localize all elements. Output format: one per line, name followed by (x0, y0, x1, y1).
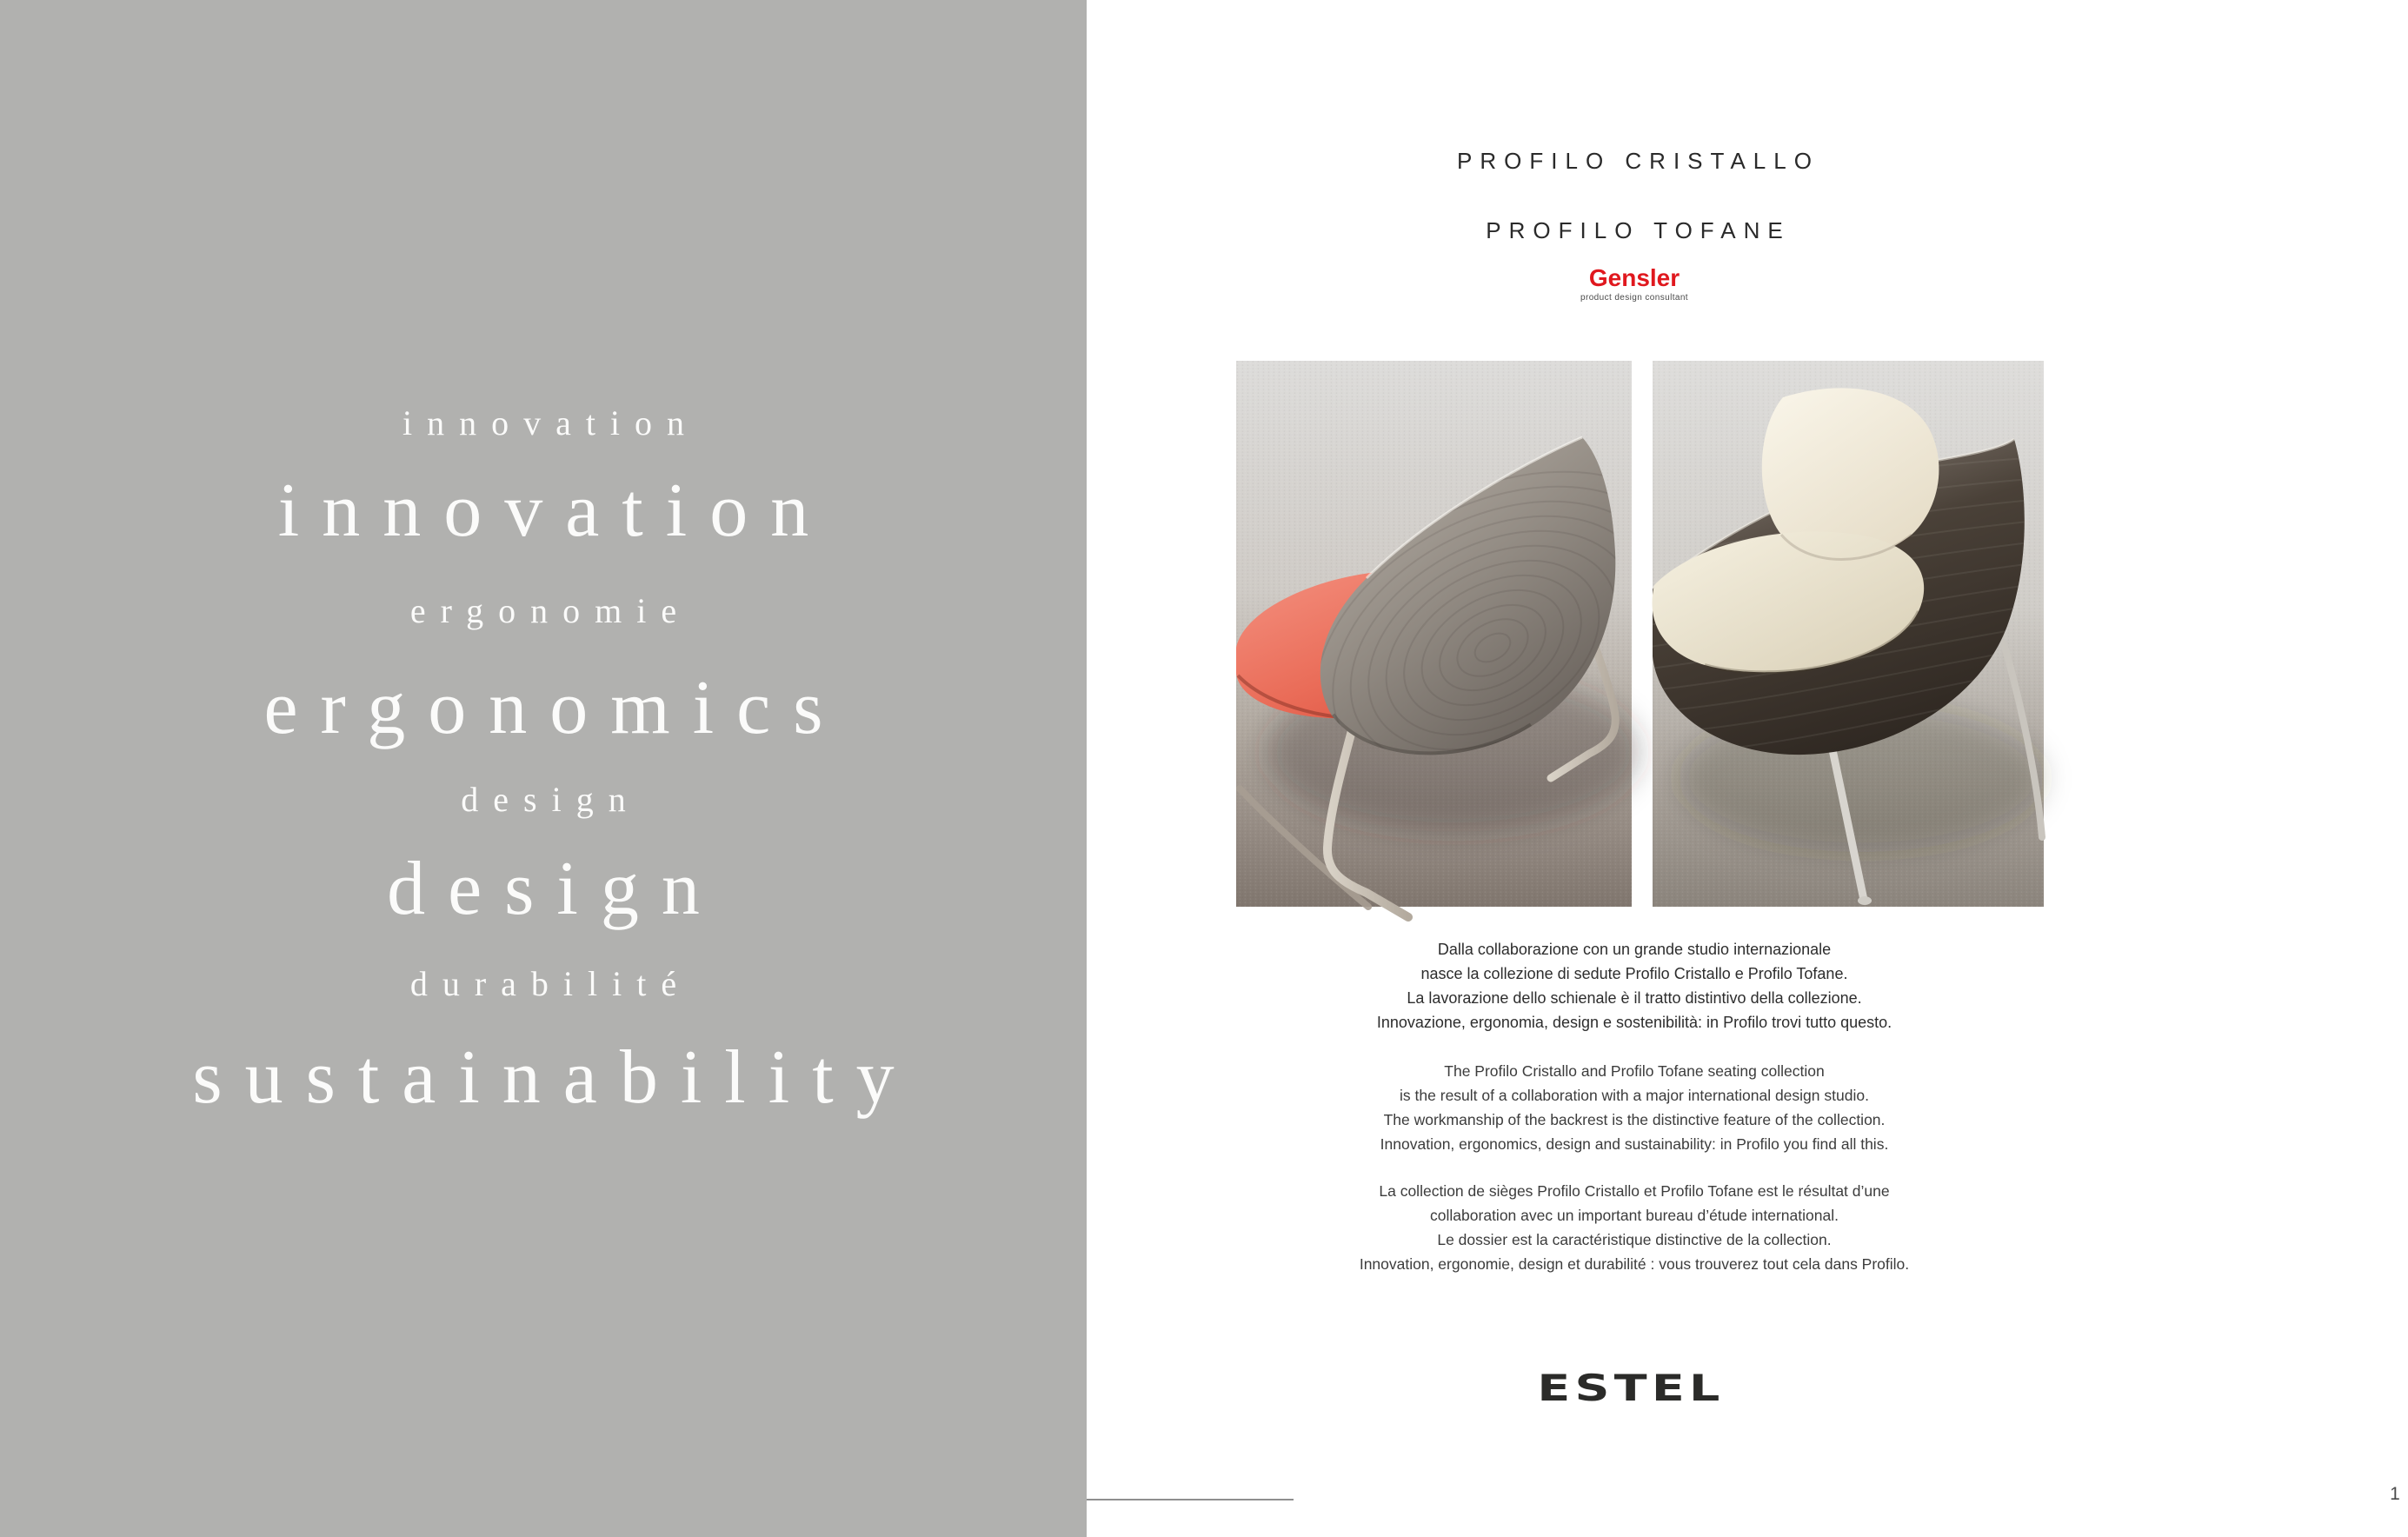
keyword-durabilite-small: durabilité (409, 964, 692, 1003)
title-profilo-cristallo: PROFILO CRISTALLO (1457, 148, 1819, 175)
keyword-design-small: design (461, 780, 641, 819)
photo-tofane-cream-chair (1653, 361, 2044, 907)
estel-logo: ESTEL (1537, 1367, 1725, 1409)
footer-rule (1087, 1499, 1294, 1500)
paragraph-line: Innovation, ergonomie, design et durabilité : vous trouverez tout cela dans Profilo. (1359, 1255, 1910, 1273)
paragraph-line: La lavorazione dello schienale è il tratto distintivo della collezione. (1407, 989, 1862, 1007)
right-page (1087, 0, 2400, 1537)
keyword-sustainability-large: sustainability (192, 1035, 917, 1120)
photo-cristallo-coral-chair (1236, 361, 1632, 907)
page-number: 1 (2390, 1484, 2400, 1504)
paragraph-line: is the result of a collaboration with a major international design studio. (1400, 1087, 1869, 1104)
keyword-ergonomics-large: ergonomics (263, 666, 846, 750)
gensler-wordmark: Gensler (1588, 264, 1680, 291)
paragraph-line: collaboration avec un important bureau d’étude international. (1430, 1207, 1839, 1224)
paragraph-line: Dalla collaborazione con un grande studio internazionale (1437, 941, 1832, 958)
paragraph-line: nasce la collezione di sedute Profilo Cristallo e Profilo Tofane. (1420, 965, 1848, 982)
paragraph-line: Le dossier est la caractéristique distinctive de la collection. (1437, 1231, 1832, 1248)
title-profilo-tofane: PROFILO TOFANE (1486, 216, 1791, 243)
paragraph-line: Innovazione, ergonomia, design e sostenibilità: in Profilo trovi tutto questo. (1376, 1014, 1892, 1031)
paragraph-french (1095, 1179, 2173, 1276)
gensler-logo (1095, 266, 2173, 303)
paragraph-line: The Profilo Cristallo and Profilo Tofane seating collection (1444, 1062, 1825, 1080)
keyword-innovation-small: innovation (402, 403, 700, 442)
keyword-design-large: design (387, 847, 722, 931)
paragraph-line: Innovation, ergonomics, design and sustainability: in Profilo you find all this. (1380, 1135, 1889, 1153)
paragraph-italian (1095, 937, 2173, 1035)
paragraph-line: La collection de sièges Profilo Cristallo et Profilo Tofane est le résultat d’une (1379, 1182, 1890, 1200)
keyword-innovation-large: innovation (277, 469, 832, 553)
keyword-ergonomie-small: ergonomie (409, 591, 692, 630)
left-keywords-panel (0, 0, 1087, 1537)
gensler-tagline: product design consultant (1580, 293, 1688, 303)
paragraph-line: The workmanship of the backrest is the distinctive feature of the collection. (1383, 1111, 1886, 1128)
paragraph-english (1095, 1059, 2173, 1156)
